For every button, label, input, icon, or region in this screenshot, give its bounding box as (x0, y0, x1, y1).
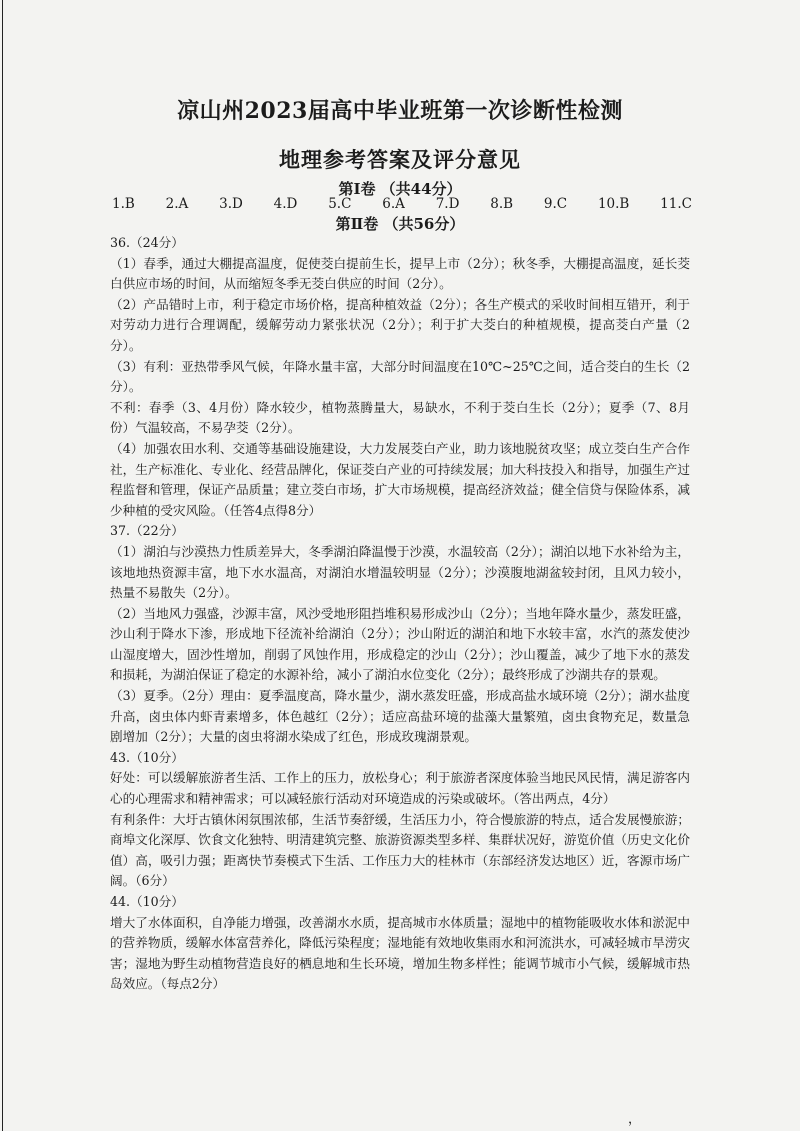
question-heading-43: 43.（10分） (110, 749, 184, 765)
document-title: 凉山州2023届高中毕业班第一次诊断性检测 (177, 98, 623, 124)
answer-item: 9.C (543, 196, 568, 212)
answer-paragraph: （1）春季，通过大棚提高温度，促使茭白提前生长，提早上市（2分）；秋冬季，大棚提高温度，延长茭白供应市场的时间，从而缩短冬季无茭白供应的时间（2分）。 (110, 255, 690, 292)
answer-paragraph: （3）夏季。（2分）理由：夏季温度高，降水量少，湖水蒸发旺盛，形成高盐水域环境（2分）；湖水盐度升高，卤虫体内虾青素增多，体色越红（2分）；适应高盐环境的盐藻大量繁殖，卤虫食物充足，数量急剧增加（2分）；大量的卤虫将湖水染成了红色，形成玫瑰湖景观。 (110, 688, 690, 745)
scan-speck-mark: ， (628, 1112, 642, 1127)
question-heading-37: 37.（22分） (110, 523, 184, 539)
answer-paragraph: 有利条件：大圩古镇休闲氛围浓郁，生活节奏舒缓，生活压力小，符合慢旅游的特点，适合发展慢旅游；商埠文化深厚、饮食文化独特、明清建筑完整、旅游资源类型多样、集群状况好，游览价值（历史文化价值）高，吸引力强；距离快节奏模式下生活、工作压力大的桂林市（东部经济发达地区）近，客源市场广阔。（6分） (110, 811, 690, 889)
answer-paragraph: 好处：可以缓解旅游者生活、工作上的压力，放松身心；利于旅游者深度体验当地民风民情，满足游客内心的心理需求和精神需求；可以减轻旅行活动对环境造成的污染或破坏。（答出两点，4分） (110, 770, 690, 807)
answer-item: 1.B (112, 196, 135, 212)
answer-item: 7.D (435, 196, 460, 212)
answer-paragraph: （4）加强农田水利、交通等基础设施建设，大力发展茭白产业，助力该地脱贫攻坚；成立茭白生产合作社，生产标准化、专业化、经营品牌化，保证茭白产业的可持续发展；加大科技投入和指导，加强生产过程监督和管理，保证产品质量；建立茭白市场，扩大市场规模，提高经济效益；健全信贷与保险体系，减少种植的受灾风险。（任答4点得8分） (110, 440, 690, 518)
section-1-heading: 第Ⅰ卷 （共44分） (338, 180, 462, 198)
question-heading-44: 44.（10分） (110, 894, 184, 909)
answer-body (110, 233, 690, 995)
section-2-heading: 第Ⅱ卷 （共56分） (335, 215, 465, 233)
answer-item: 3.D (219, 196, 243, 212)
answer-paragraph: （3）有利：亚热带季风气候，年降水量丰富，大部分时间温度在10℃~25℃之间，适合茭白的生长（2分）。 (110, 358, 690, 395)
answer-item: 2.A (165, 196, 189, 212)
answer-item: 8.B (490, 196, 514, 212)
answer-item: 5.C (328, 196, 352, 212)
answer-item: 6.A (382, 196, 405, 212)
answer-paragraph: （2）产品错时上市，利于稳定市场价格，提高种植效益（2分）；各生产模式的采收时间相互错开，利于对劳动力进行合理调配，缓解劳动力紧张状况（2分）；利于扩大茭白的种植规模，提高茭白产量（2分）。 (110, 296, 690, 353)
multiple-choice-answers (112, 196, 692, 212)
question-heading-36: 36.（24分） (110, 235, 184, 250)
document-subtitle: 地理参考答案及评分意见 (279, 147, 521, 172)
answer-paragraph: 增大了水体面积，自净能力增强，改善湖水水质，提高城市水体质量；湿地中的植物能吸收水体和淤泥中的营养物质，缓解水体富营养化，降低污染程度；湿地能有效地收集雨水和河流洪水，可减轻城市旱涝灾害；湿地为野生动植物营造良好的栖息地和生长环境，增加生物多样性；能调节城市小气候，缓解城市热岛效应。（每点2分） (110, 914, 690, 992)
answer-paragraph: 不利：春季（3、4月份）降水较少，植物蒸腾量大，易缺水，不利于茭白生长（2分）；夏季（7、8月份）气温较高，不易孕茭（2分）。 (110, 399, 690, 436)
answer-item: 11.C (660, 196, 692, 212)
answer-paragraph: （1）湖泊与沙漠热力性质差异大，冬季湖泊降温慢于沙漠，水温较高（2分）；湖泊以地下水补给为主，该地地热资源丰富，地下水水温高，对湖泊水增温较明显（2分）；沙漠腹地湖盆较封闭，且风力较小，热量不易散失（2分）。 (110, 543, 690, 601)
answer-item: 4.D (273, 196, 298, 212)
answer-item: 10.B (597, 196, 630, 212)
answer-paragraph: （2）当地风力强盛，沙源丰富，风沙受地形阻挡堆积易形成沙山（2分）；当地年降水量少，蒸发旺盛，沙山利于降水下渗，形成地下径流补给湖泊（2分）；沙山附近的湖泊和地下水较丰富，水汽的蒸发使沙山湿度增大，固沙性增加，削弱了风蚀作用，形成稳定的沙山（2分）；沙山覆盖，减少了地下水的蒸发和损耗，为湖泊保证了稳定的水源补给，减小了湖泊水位变化（2分）；最终形成了沙湖共存的景观。 (110, 605, 690, 683)
